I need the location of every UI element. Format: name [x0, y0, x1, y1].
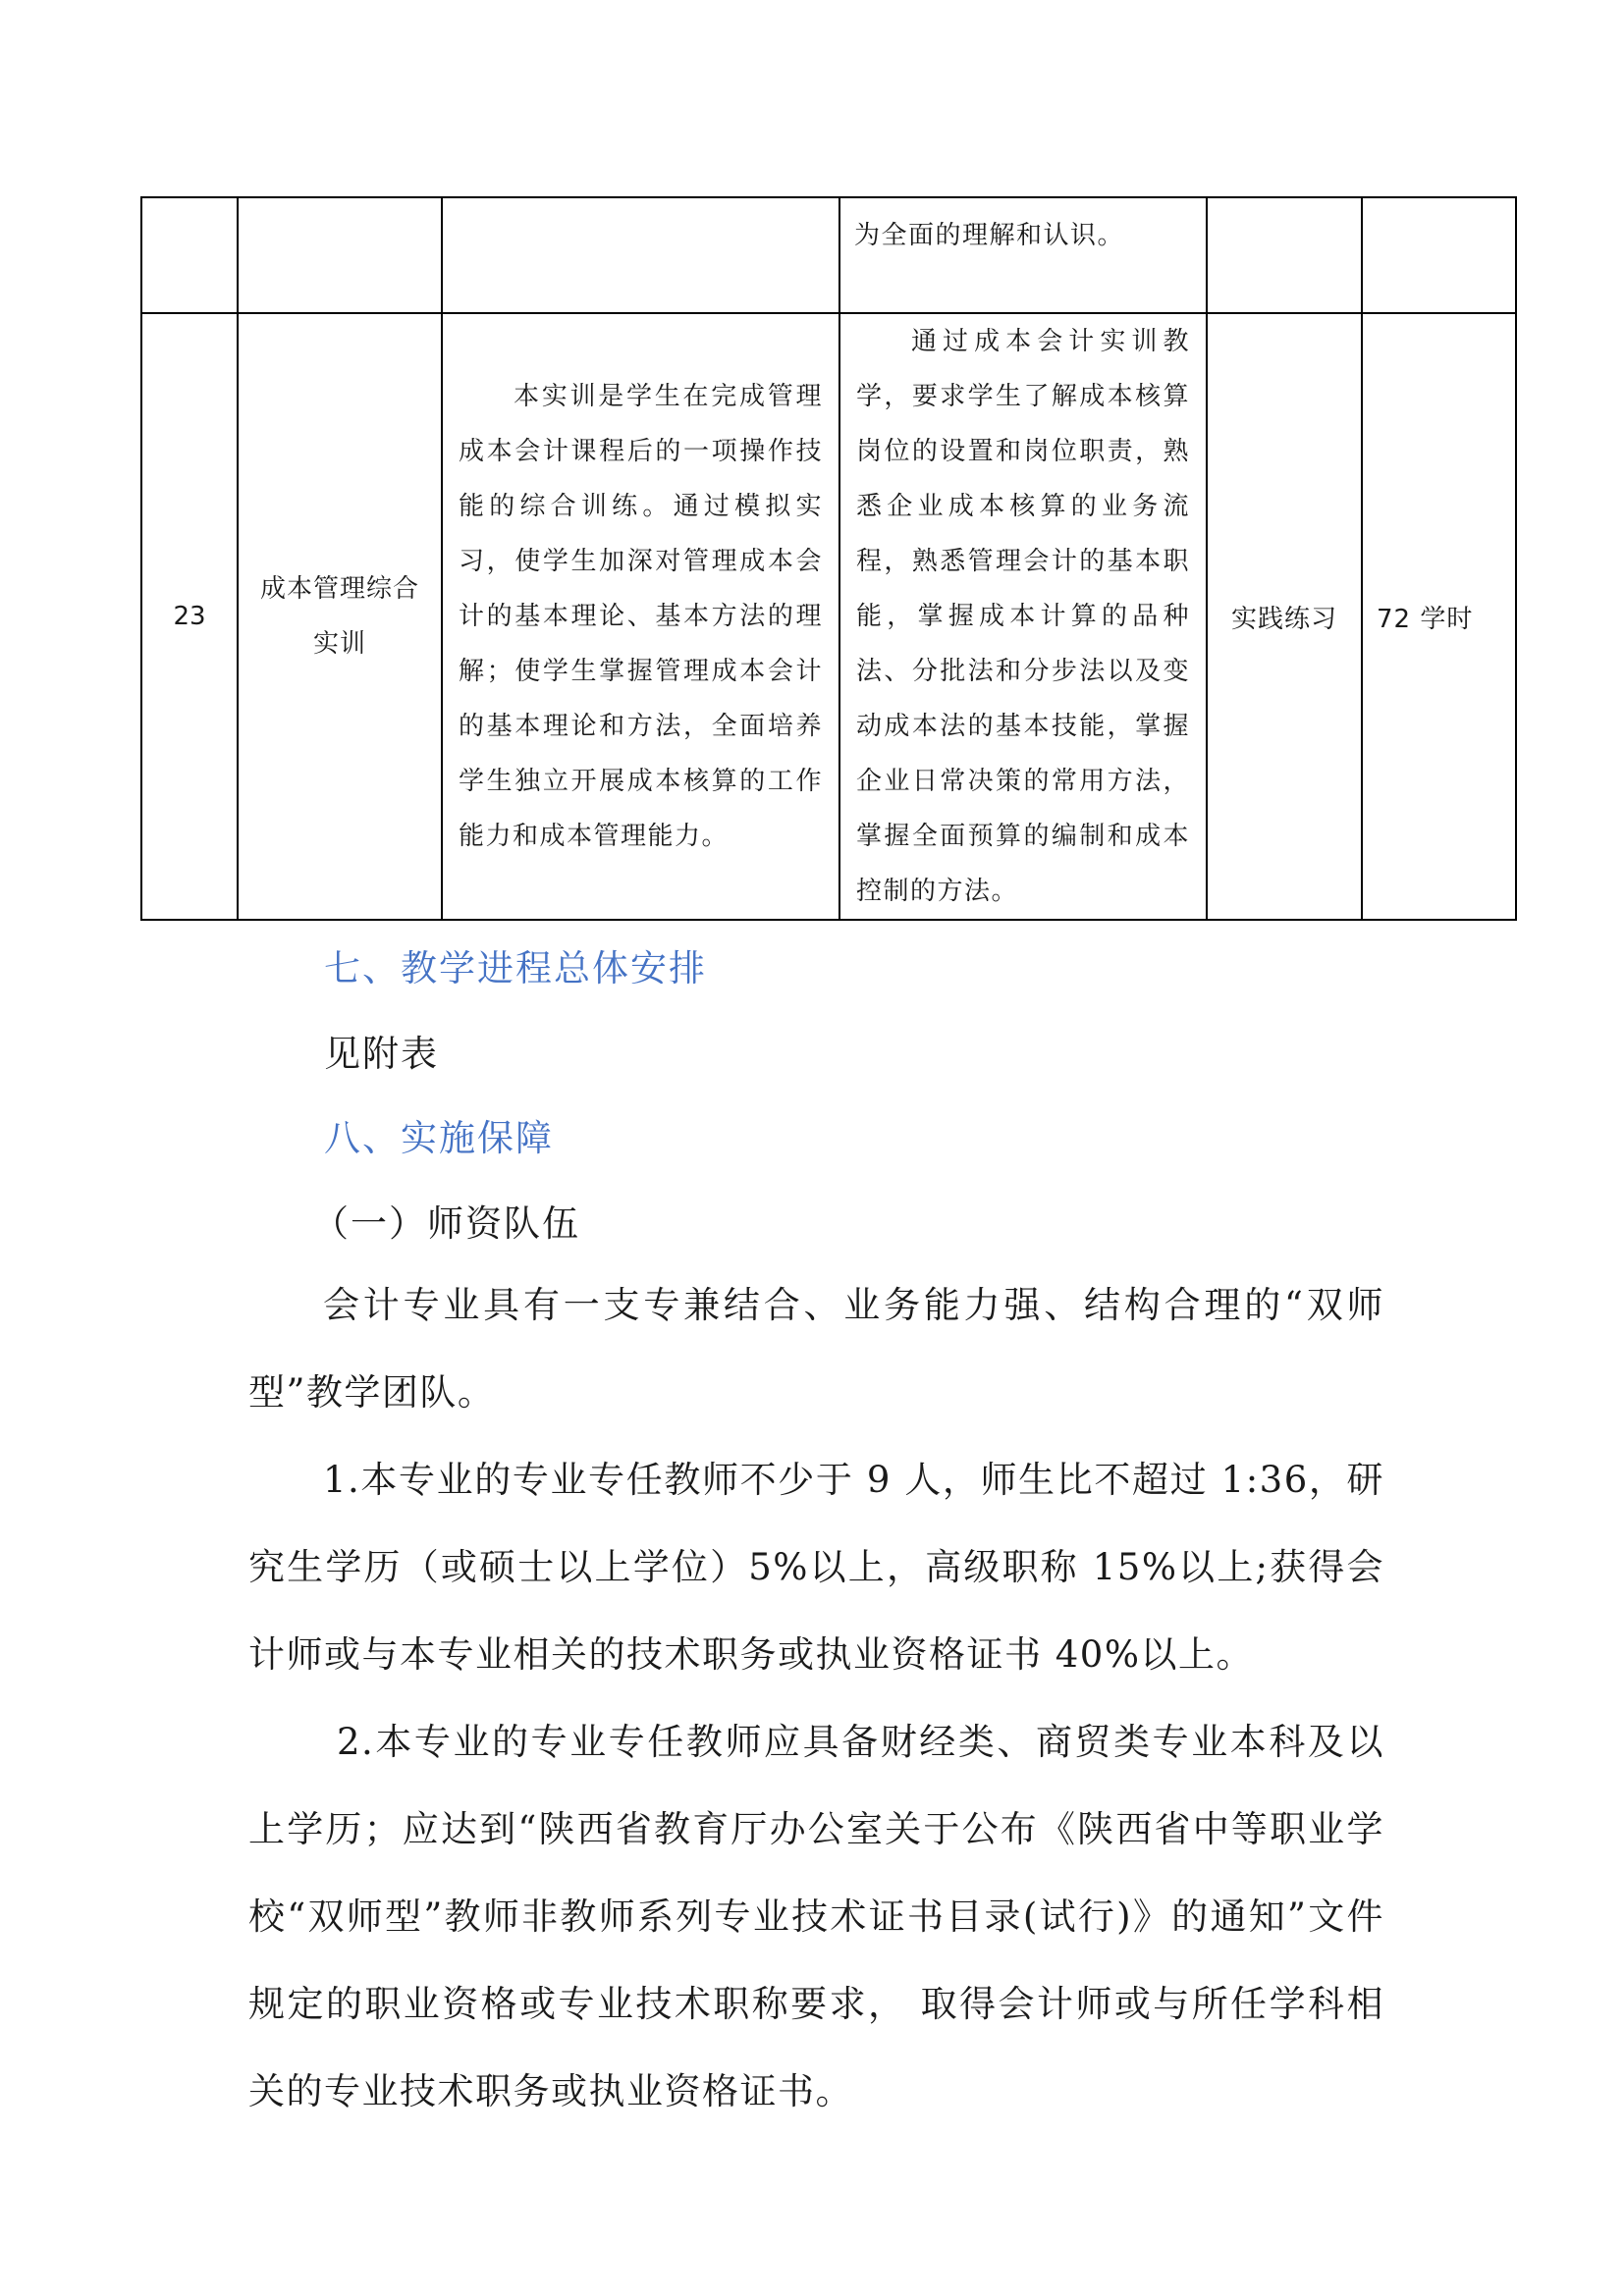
table-row: [141, 313, 1516, 920]
cell-number: 23: [141, 313, 238, 920]
cell-course-name: [238, 197, 442, 313]
section-heading-8: 八、实施保障: [324, 1117, 554, 1159]
paragraph-team: 会计专业具有一支专兼结合、业务能力强、结构合理的“双师型”教学团队。: [248, 1284, 1384, 1414]
paragraph-requirement-2: 2.本专业的专业专任教师应具备财经类、商贸类专业本科及以上学历；应达到“陕西省教育厅办公室关于公布《陕西省中等职业学校“双师型”教师非教师系列专业技术证书目录(试行)》的通知”文件规定的职业资格或专业技术职称要求， 取得会计师或与所任学科相关的专业技术职务或执业资格证书。: [248, 1721, 1384, 2112]
course-table: [140, 196, 1517, 921]
cell-course-name: 成本管理综合实训: [238, 313, 442, 920]
cell-objectives: 通过成本会计实训教学，要求学生了解成本核算岗位的设置和岗位职责，熟悉企业成本核算的业务流程，熟悉管理会计的基本职能，掌握成本计算的品种法、分批法和分步法以及变动成本法的基本技能，掌握企业日常决策的常用方法，掌握全面预算的编制和成本控制的方法。: [839, 313, 1207, 920]
section-heading-7: 七、教学进程总体安排: [324, 947, 707, 989]
cell-description: 本实训是学生在完成管理成本会计课程后的一项操作技能的综合训练。通过模拟实习，使学生加深对管理成本会计的基本理论、基本方法的理解；使学生掌握管理成本会计的基本理论和方法，全面培养学生独立开展成本核算的工作能力和成本管理能力。: [442, 313, 839, 920]
cell-hours: 72 学时: [1362, 313, 1516, 920]
section-7-body: 见附表: [324, 1033, 439, 1075]
cell-objectives: 为全面的理解和认识。: [839, 197, 1207, 313]
cell-number: [141, 197, 238, 313]
cell-method: [1207, 197, 1362, 313]
table-row: [141, 197, 1516, 313]
cell-hours: [1362, 197, 1516, 313]
cell-description: [442, 197, 839, 313]
cell-method: 实践练习: [1207, 313, 1362, 920]
paragraph-requirement-1: 1.本专业的专业专任教师不少于 9 人，师生比不超过 1:36，研究生学历（或硕士以上学位）5%以上，高级职称 15%以上;获得会计师或与本专业相关的技术职务或执业资格证书 40%以上。: [248, 1459, 1384, 1676]
subsection-heading: （一）师资队伍: [312, 1202, 580, 1245]
